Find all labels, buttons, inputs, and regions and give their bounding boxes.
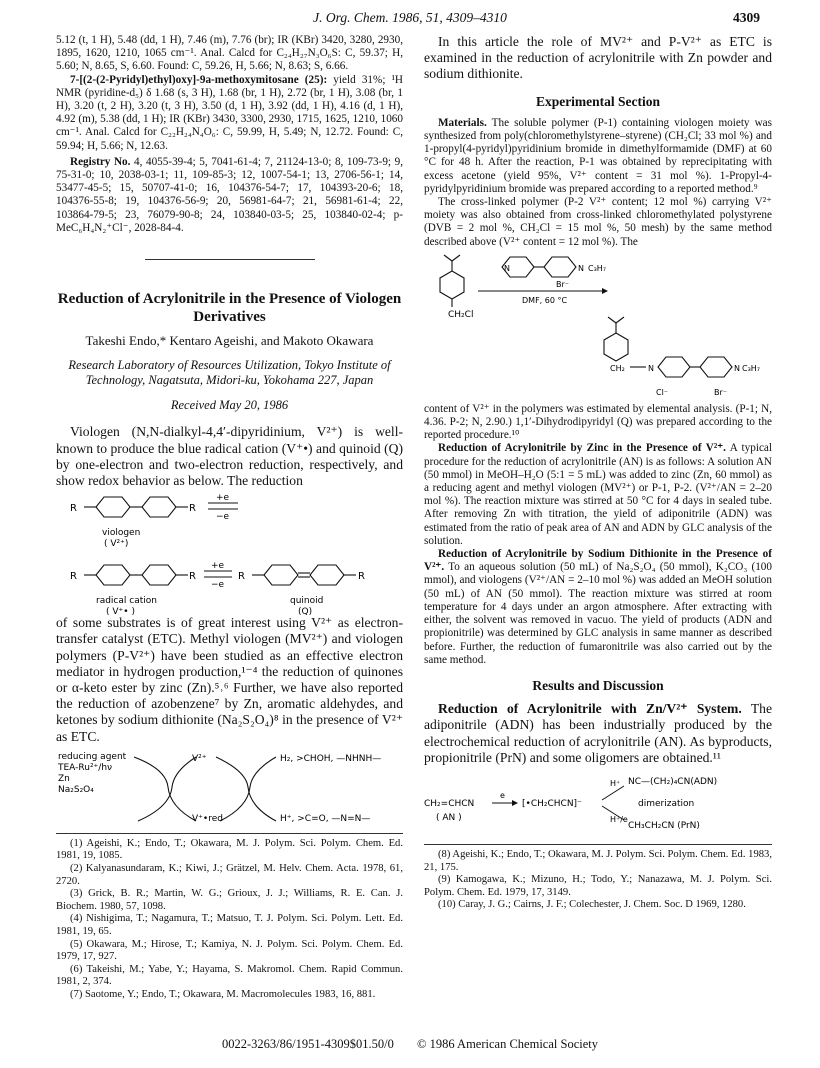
viologen-redox-scheme [56,491,403,615]
left-column [56,34,403,1002]
minus-electron-label: −e [216,512,230,523]
products-label: H₂, >CHOH, —NHNH— [280,753,382,764]
r-group-radical-right: R [189,571,196,583]
chloromethylstyrene-structure [440,255,464,307]
footnote: (8) Ageishi, K.; Endo, T.; Okawara, M. J. Polym. Sci. Polym. Chem. Ed. 1983, 21, 175. [424,848,772,873]
results-text: The adiponitrile (ADN) has been industrially produced by the electrochemical reduction of acrylonitrile (AN). As byproducts, propionitrile (PrN) and some oligomers are obtained.¹¹ [424,701,772,765]
dithionite-label: Na₂S₂O₄ [58,784,94,795]
crosslinked-paragraph: The cross-linked polymer (P-2 V²⁺ content; 12 mol %) carrying V²⁺ moiety was also obtained from cross-linked chloromethylated polystyrene (DVB = 2 mol %, CH₂Cl = 15 mol %, 50 mesh) by the same method described above (V²⁺ content = 12 mol %). The [424,196,772,248]
footnote: (2) Kalyanasundaram, K.; Kiwi, J.; Grätzel, M. Helv. Chem. Acta. 1978, 61, 2720. [56,863,403,887]
quinoid-symbol: (Q) [298,607,313,616]
radical-cation-structure [84,565,188,585]
r-group-quinoid-left: R [238,571,245,583]
radical-anion: [•CH₂CHCN]⁻ [522,798,582,809]
reaction-conditions: DMF, 60 °C [522,295,568,305]
minus-electron-label-2: −e [211,580,225,591]
dithionite-procedure [424,548,772,667]
arrowhead [512,800,518,806]
compound-25-title: 7-[(2-(2-Pyridyl)ethyl)oxy]-9a-methoxymitosane (25): [70,73,328,86]
r-group-left: R [70,503,77,515]
bromide-polymer-label: Br⁻ [714,387,727,397]
article-purpose: In this article the role of MV²⁺ and P-V²⁺ as ETC is examined in the reduction of acrylonitrile with Zn powder and sodium dithionite. [424,34,772,82]
propionitrile-product: CH₃CH₂CN (PrN) [628,820,700,831]
plus-electron-label: +e [216,493,230,504]
proton-label: H⁺ [610,778,621,788]
electron-label: e [500,790,505,800]
dimerization-label: dimerization [638,798,695,809]
background-paragraph: of some substrates is of great interest using V²⁺ as electron-transfer catalyst (ETC). Methyl viologen (MV²⁺) and viologen polymers (P-V²⁺) have been studied as an effective electron mediator in hydrogen production,¹⁻⁴ the reduction of quinones or α-keto ester by zinc (Zn).⁵˒⁶ Further, we have also reported the reduction of azobenzene⁷ by Zn, aromatic aldehydes, and ketones by sodium dithionite (Na₂S₂O₄)⁸ in the presence of V²⁺ as ETC. [56,615,403,744]
journal-citation: J. Org. Chem. 1986, 51, 4309–4310 [313,10,507,25]
viologen-structure [84,497,188,517]
plus-electron-label-2: +e [211,561,225,572]
footnote: (3) Grick, B. R.; Martin, W. G.; Grioux, J. J.; Williams, R. E. Can. J. Biochem. 1980, 57, 1098. [56,888,403,912]
intro-paragraph: Viologen (N,N-dialkyl-4,4′-dipyridinium, V²⁺) is well-known to produce the blue radical cation (V⁺•) and quinoid (Q) by one-electron and two-electron reduction, respectively, and show redox behavior as below. The reduction [56,424,403,489]
page-number: 4309 [733,10,760,25]
zinc-procedure-label: Reduction of Acrylonitrile by Zinc in the Presence of V²⁺. [438,442,726,455]
footnote: (5) Okawara, M.; Hirose, T.; Kamiya, N. J. Polym. Sci. Polym. Chem. Ed. 1979, 17, 927. [56,938,403,963]
previous-article-continuation: 5.12 (t, 1 H), 5.48 (dd, 1 H), 7.46 (m), 7.76 (br); IR (KBr) 3420, 3280, 2930, 1895, 1620, 1210, 1065 cm⁻¹. Anal. Calcd for C₂₄H₂₇N₃O₆S: C, 59.37; H, 5.60; N, 8.65, S, 6.60. Found: C, 59.26, H, 5.66; N, 8.63; S, 6.66. [56,34,403,73]
footnote: (10) Caray, J. G.; Cairns, J. F.; Colechester, J. Chem. Soc. D 1969, 1280. [438,899,746,911]
footnote: (7) Saotome, Y.; Endo, T.; Okawara, M. Macromolecules 1983, 16, 881. [70,989,376,1001]
zinc-procedure-text: A typical procedure for the reduction of acrylonitrile (AN) is as follows: A solution AN (50 mmol) in MeOH–H₂O (5:1 = 5 mL) was added to zinc (Zn, 60 mmol) as a reducing agent and methyl viologen (MV²⁺) or P-1, P-2. (V²⁺/AN = 2–20 mol %). The reaction mixture was stirred at 50 °C for 4 days in sealed tube. After removing Zn with titration, the yield of adiponitrile (ADN) was estimated from the ratio of peak area of AN and ADN by GLC analysis of the solution. [424,442,772,547]
compound-25-data: yield 31%; ¹H NMR (pyridine-d₅) δ 1.68 (s, 3 H), 1.68 (br, 1 H), 2.72 (br, 1 H), 3.08 (br, 1 H), 3.20 (t, 2 H), 3.20 (t, 3 H), 3.50 (d, 1 H), 3.92 (dd, 1 H), 4.16 (d, 1 H), 4.92 (m), 5.38 (dd, 1 H); IR (KBr) 3430, 3300, 2930, 1715, 1625, 1210, 1060 cm⁻¹. Anal. Calcd for C₂₂H₂₄N₄O₆: C, 59.99, H, 5.49; N, 12.72. Found: C, 59.94; H, 5.66; N, 12.63. [56,73,403,152]
n-label: N [504,263,510,273]
article-title: Reduction of Acrylonitrile in the Presence of Viologen Derivatives [57,291,402,326]
viologen-symbol: ( V²⁺) [104,539,129,550]
etc-cycle-scheme [56,749,403,827]
zinc-procedure [424,442,772,548]
acrylonitrile-label: ( AN ) [436,812,462,823]
content-paragraph: content of V²⁺ in the polymers was estimated by elemental analysis. (P-1; N, 4.36. P-2; N, 2.90.) 1,1′-Dihydrodipyridyl (Q) was prepared according to the reported procedure.¹⁰ [424,402,772,442]
footnote: (9) Kamogawa, K.; Mizuno, H.; Todo, Y.; Nanazawa, M. J. Polym. Sci. Polym. Chem. Ed. 1979, 17, 3149. [424,874,772,898]
reducing-agent-label: reducing agent [58,751,127,762]
adiponitrile-product: NC—(CH₂)₄CN(ADN) [628,776,718,787]
tea-ru-label: TEA-Ru²⁺/hν [58,762,113,773]
arrowhead [602,288,608,294]
ch2-label: CH₂ [610,363,625,373]
footnotes-right [424,849,772,912]
materials-label: Materials. [438,116,487,129]
polymer-synthesis-scheme [424,251,772,401]
radical-cation-label: radical cation [96,596,157,607]
footnote: (6) Takeishi, M.; Yabe, Y.; Hayama, S. Makromol. Chem. Rapid Commun. 1981, 2, 374. [56,963,403,988]
reduced-viologen-label: V⁺•red [192,813,223,824]
right-column [424,34,772,912]
n-plus-polymer-right: N [734,363,740,373]
results-heading: Results and Discussion [532,677,664,693]
proton-electron-label: H⁺/e [610,814,628,824]
quinoid-label: quinoid [290,596,324,607]
materials-text: The soluble polymer (P-1) containing viologen moiety was synthesized from poly(chloromethylstyrene–styrene) (CH₂Cl; 33 mol %) and 1-propyl(4-pyridyl)pyridinium bromide in dimethylformamide (DMF) at 60 °C for 48 h. After the reaction, P-1 was obtained by reprecipitating with excess acetone (yield 95%, V²⁺ content = 31 mol %). 1-Propyl-4-pyridylpyridinium bromide was prepared according to a reported method.⁹ [424,116,772,195]
copyright-notice: © 1986 American Chemical Society [417,1037,598,1051]
footnotes-left [56,838,403,1002]
acrylonitrile-reduction-scheme [424,772,772,836]
experimental-heading: Experimental Section [535,93,661,109]
dithionite-procedure-label: Reduction of Acrylonitrile by Sodium Dithionite in the Presence of V²⁺. [424,548,772,574]
bipyridinium-reagent [502,257,576,277]
article-divider [145,259,315,260]
compound-25-entry [56,74,403,153]
registry-numbers [56,156,403,235]
r-group-right: R [189,503,196,515]
r-group-radical-left: R [70,571,77,583]
footnote: (1) Ageishi, K.; Endo, T.; Okawara, M. J. Polym. Sci. Polym. Chem. Ed. 1981, 19, 1085. [56,837,403,862]
zinc-label: Zn [58,773,70,784]
viologen-dication-label: V²⁺ [192,753,207,764]
n-plus-polymer-left: N [648,363,654,373]
dithionite-procedure-text: To an aqueous solution (50 mL) of Na₂S₂O₄ (50 mmol), K₂CO₃ (100 mmol), and viologens (V²⁺/AN = 2–10 mol %) was added an MeOH solution (50 mL) of AN (50 mmol). The reaction mixture was stirred at room temperature for 4 days under an argon atmosphere. After extracting with either, the solvent was removed in vacuo. The yield of products (ADN and propionitrile) was determined by GLC analysis in same manner as described before. Further, the reduction of fumaronitrile was also carried out by the same method. [424,561,772,666]
results-label: Reduction of Acrylonitrile with Zn/V²⁺ System. [438,701,742,717]
footnote-divider-right [424,844,772,845]
running-header [0,8,820,30]
radical-cation-symbol: ( V⁺• ) [106,607,135,616]
results-paragraph [424,701,772,766]
page-footer [0,1037,820,1052]
bromide-label: Br⁻ [556,279,569,289]
ch2cl-label: CH₂Cl [448,309,474,320]
r-group-quinoid-right: R [358,571,365,583]
cycle-arcs [134,757,276,821]
propyl-polymer-label: C₃H₇ [742,363,761,373]
n-plus-label: N [578,263,584,273]
footnote-divider [56,833,403,834]
received-date: Received May 20, 1986 [170,398,289,413]
chloride-label: Cl⁻ [656,387,669,397]
registry-list: 4, 4055-39-4; 5, 7041-61-4; 7, 21124-13-0; 8, 109-73-9; 9, 75-31-0; 10, 2038-03-1; 11, 109-85-3; 12, 1007-54-1; 13, 2706-56-1; 14, 53477-45-5; 15, 50707-41-0; 16, 104376-54-7; 17, 104393-20-6; 18, 104376-55-8; 19, 104376-56-9; 20, 56981-64-7; 21, 56981-61-4; 22, 103864-79-5; 23, 76079-90-8; 24, 103840-03-5; 25, 103840-02-4; p-MeC₆H₄N₂⁺Cl⁻, 2028-84-4. [56,155,403,234]
substrates-label: H⁺, >C=O, —N=N— [280,813,371,824]
article-affiliation: Research Laboratory of Resources Utilization, Tokyo Institute of Technology, Nagatsuta, Midori-ku, Yokohama 227, Japan [68,358,391,388]
footnote: (4) Nishigima, T.; Nagamura, T.; Matsuo, T. J. Polym. Sci. Polym. Lett. Ed. 1981, 19, 65. [56,913,403,938]
upper-branch [602,786,624,800]
propyl-label: C₃H₇ [588,263,607,273]
registry-label: Registry No. [70,155,131,168]
article-authors: Takeshi Endo,* Kentaro Ageishi, and Makoto Okawara [85,333,374,349]
viologen-label: viologen [102,528,141,539]
acrylonitrile-formula: CH₂=CHCN [424,798,475,809]
article-code: 0022-3263/86/1951-4309$01.50/0 [222,1037,394,1051]
materials-paragraph [424,117,772,196]
quinoid-structure [252,565,356,585]
